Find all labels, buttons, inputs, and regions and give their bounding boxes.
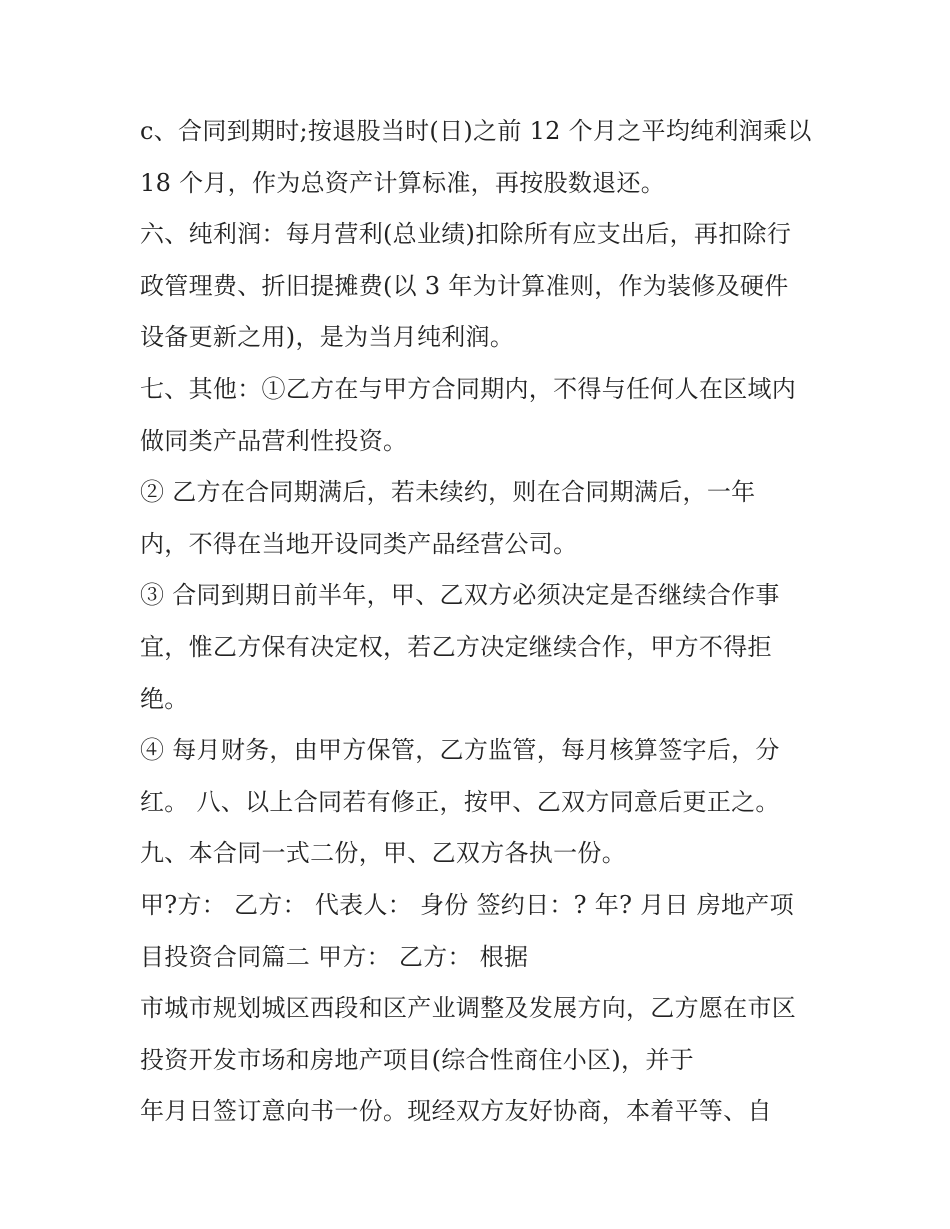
text-line: 九、本合同一式二份，甲、乙双方各执一份。 [140,839,626,868]
text-line: ② 乙方在合同期满后，若未续约，则在合同期满后，一年 [140,478,756,507]
text-line: 设备更新之用)，是为当月纯利润。 [140,323,515,352]
text-line: ③ 合同到期日前半年，甲、乙双方必须决定是否继续合作事 [140,581,780,610]
text-line: 目投资合同篇二 甲方： 乙方： 根据 [140,942,529,971]
text-line: 做同类产品营利性投资。 [140,426,408,455]
document-body [140,106,840,1138]
text-line: 七、其他：①乙方在与甲方合同期内，不得与任何人在区域内 [140,374,797,403]
text-line: 六、纯利润：每月营利(总业绩)扣除所有应支出后，再扣除行 [140,220,792,249]
text-line: 年月日签订意向书一份。现经双方友好协商，本着平等、自 [140,1097,772,1126]
text-line: 内，不得在当地开设同类产品经营公司。 [140,529,578,558]
text-line: 政管理费、折旧提摊费(以 3 年为计算准则，作为装修及硬件 [140,271,789,300]
text-line: 甲?方： 乙方： 代表人： 身份 签约日：? 年? 月日 房地产项 [140,890,794,919]
text-line: 市城市规划城区西段和区产业调整及发展方向，乙方愿在市区 [140,994,797,1023]
text-line: ④ 每月财务，由甲方保管，乙方监管，每月核算签字后，分 [140,736,780,765]
text-line: 宜，惟乙方保有决定权，若乙方决定继续合作，甲方不得拒 [140,632,772,661]
text-line: 投资开发市场和房地产项目(综合性商住小区)，并于 [140,1045,694,1074]
text-line: c、合同到期时;按退股当时(日)之前 12 个月之平均纯利润乘以 [140,117,812,145]
text-line: 红。 八、以上合同若有修正，按甲、乙双方同意后更正之。 [140,787,780,816]
text-line: 18 个月，作为总资产计算标准，再按股数退还。 [140,168,666,197]
text-line: 绝。 [140,684,189,713]
